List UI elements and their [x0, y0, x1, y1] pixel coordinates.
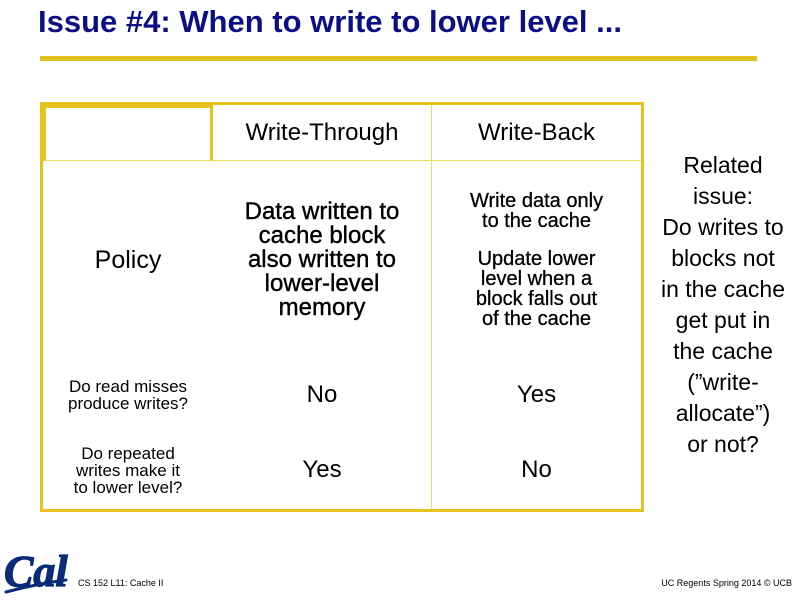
note-line: the cache [673, 338, 773, 364]
comparison-table [40, 102, 638, 504]
write-back-policy-line: to the cache [482, 210, 591, 232]
slide-title: Issue #4: When to write to lower level ... [38, 4, 622, 39]
read-misses-write-back: Yes [431, 359, 641, 431]
header-write-back: Write-Back [431, 105, 641, 161]
note-line: or not? [687, 431, 759, 457]
note-line: Do writes to [662, 214, 784, 240]
table-row-repeated-writes [43, 431, 641, 509]
note-line: blocks not [671, 245, 775, 271]
write-back-policy-line: Update lower [477, 248, 596, 270]
write-through-policy [213, 161, 431, 359]
cal-logo-icon [2, 540, 70, 598]
read-misses-write-through: No [306, 381, 338, 408]
note-line: Related [683, 152, 763, 178]
cal-logo-text: Cal [4, 547, 68, 596]
footer-copyright: UC Regents Spring 2014 © UCB [661, 578, 792, 588]
row-label-read-misses [43, 359, 213, 431]
row-label-line: writes make it [76, 460, 180, 480]
write-through-policy-line: lower-level [264, 270, 380, 297]
row-label-line: to lower level? [73, 477, 183, 497]
write-through-policy-line: Data written to [244, 198, 400, 225]
row-label-line: Do read misses [68, 377, 188, 396]
row-label-repeated-writes [43, 431, 213, 509]
write-back-policy-line: level when a [480, 268, 593, 290]
note-line: issue: [692, 183, 754, 209]
header-write-through: Write-Through [213, 105, 431, 161]
row-label-line: produce writes? [67, 394, 188, 413]
write-back-policy-line: of the cache [482, 308, 591, 330]
write-through-policy-line: memory [278, 294, 366, 321]
write-back-policy-line: block falls out [475, 288, 598, 310]
table-header-row [43, 105, 641, 161]
row-label-line: Do repeated [81, 443, 175, 463]
table-row-read-misses [43, 359, 641, 431]
footer-course: CS 152 L11: Cache II [78, 578, 164, 588]
note-line: get put in [675, 307, 771, 333]
write-through-policy-line: cache block [258, 222, 386, 249]
write-back-policy [431, 161, 641, 359]
note-line: allocate”) [675, 400, 771, 426]
note-line: (”write- [687, 369, 759, 395]
note-line: in the cache [660, 276, 786, 302]
title-underline [40, 56, 757, 61]
repeated-writes-write-back: No [431, 431, 641, 509]
table-row-policy [43, 161, 641, 359]
repeated-writes-write-through: Yes [302, 456, 342, 483]
corner-cell [43, 105, 213, 161]
related-issue-note [650, 150, 796, 460]
row-label-policy: Policy [94, 245, 162, 274]
write-through-policy-line: also written to [247, 246, 397, 273]
write-back-policy-line: Write data only [469, 190, 604, 212]
